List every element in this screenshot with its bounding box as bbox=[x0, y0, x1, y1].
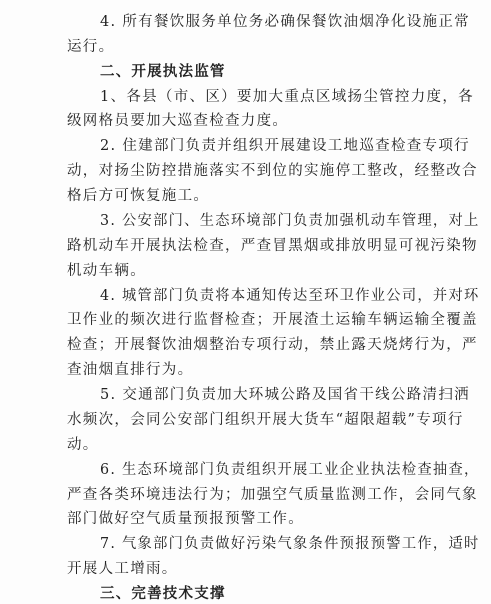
paragraph-line: 4. 所有餐饮服务单位务必确保餐饮油烟净化设施正常 bbox=[100, 14, 470, 30]
paragraph-line: 查油烟直排行为。 bbox=[67, 362, 194, 378]
paragraph-line: 6. 生态环境部门负责组织开展工业企业执法检查抽查， bbox=[100, 462, 480, 478]
paragraph-line: 级网格员要加大巡查检查力度。 bbox=[67, 113, 289, 129]
paragraph-line: 开展人工增雨。 bbox=[67, 561, 178, 577]
paragraph-line: 3. 公安部门、生态环境部门负责加强机动车管理，对上 bbox=[100, 213, 480, 229]
paragraph-line: 卫作业的频次进行监督检查；开展渣土运输车辆运输全覆盖 bbox=[67, 312, 478, 328]
paragraph-line: 2. 住建部门负责并组织开展建设工地巡查检查专项行 bbox=[100, 138, 470, 154]
section-heading: 二、开展执法监管 bbox=[100, 64, 226, 80]
paragraph-line: 1、各县（市、区）要加大重点区域扬尘管控力度，各 bbox=[100, 89, 474, 105]
paragraph-line: 4. 城管部门负责将本通知传达至环卫作业公司，并对环 bbox=[100, 288, 480, 304]
paragraph-line: 路机动车开展执法检查，严查冒黑烟或排放明显可视污染物 bbox=[67, 238, 478, 254]
paragraph-line: 部门做好空气质量预报预警工作。 bbox=[67, 511, 304, 527]
paragraph-line: 5. 交通部门负责加大环城公路及国省干线公路清扫洒 bbox=[100, 387, 470, 403]
paragraph-line: 机动车辆。 bbox=[67, 263, 146, 279]
paragraph-line: 动，对扬尘防控措施落实不到位的实施停工整改，经整改合 bbox=[67, 163, 478, 179]
paragraph-line: 7. 气象部门负责做好污染气象条件预报预警工作，适时 bbox=[100, 536, 480, 552]
paragraph-line: 检查；开展餐饮油烟整治专项行动，禁止露天烧烤行为，严 bbox=[67, 337, 478, 353]
section-heading: 三、完善技术支撑 bbox=[100, 586, 226, 602]
paragraph-line: 严查各类环境违法行为；加强空气质量监测工作，会同气象 bbox=[67, 487, 478, 503]
paragraph-line: 格后方可恢复施工。 bbox=[67, 188, 210, 204]
paragraph-line: 水频次，会同公安部门组织开展大货车“超限超载”专项行 bbox=[67, 412, 464, 428]
paragraph-line: 运行。 bbox=[67, 39, 115, 55]
paragraph-line: 动。 bbox=[67, 437, 99, 453]
